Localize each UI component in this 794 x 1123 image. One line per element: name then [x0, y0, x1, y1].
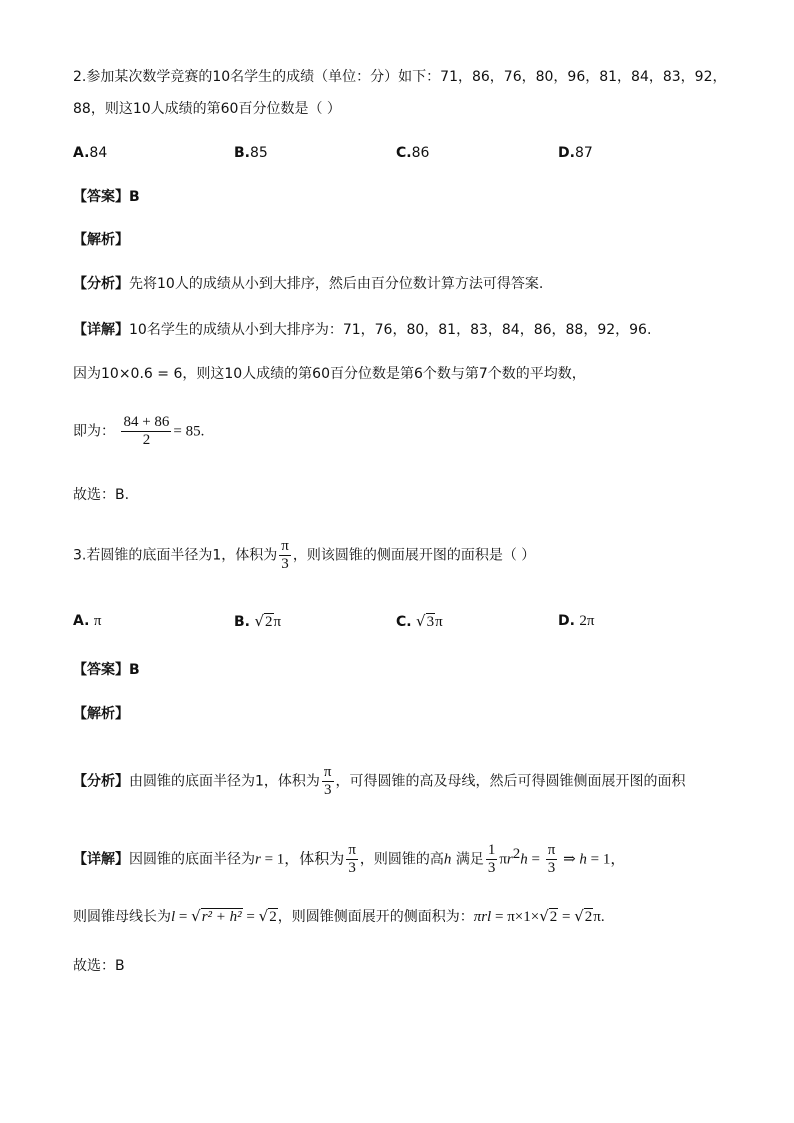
q2-reason-line: 因为10×0.6 = 6，则这10人成绩的第60百分位数是第6个数与第7个数的平均数，: [73, 366, 586, 382]
fenxi-text: 先将10人的成绩从小到大排序，然后由百分位数计算方法可得答案.: [129, 276, 544, 292]
option-value: π: [435, 614, 443, 630]
mu-text-b: ，则圆锥侧面展开的侧面积为：: [277, 909, 474, 925]
q2-fenxi: [73, 274, 543, 294]
option-value: π: [273, 614, 282, 630]
q3-fenxi: [73, 764, 686, 799]
var-r2: r: [506, 851, 513, 868]
mu-eq: =: [175, 909, 192, 925]
fraction-denominator: 3: [547, 860, 556, 876]
mu-radicand-4: 2: [584, 909, 593, 925]
q2-conclusion: 故选：B.: [73, 487, 130, 503]
mu-end: π.: [593, 909, 605, 925]
var-h3: h: [579, 851, 587, 868]
fraction-numerator: 84 + 86: [123, 414, 170, 430]
option-value: 86: [411, 145, 430, 161]
fraction-numerator: π: [348, 842, 356, 858]
xiangjie-tag: 【详解】: [73, 851, 129, 868]
option-label: D.: [558, 613, 575, 629]
answer-tag: 【答案】: [73, 662, 129, 678]
fraction-numerator: π: [547, 842, 556, 858]
option-coef: 2: [579, 613, 587, 629]
fraction-denominator: 3: [487, 860, 496, 876]
q2-stem-line1: 2.参加某次数学竞赛的10名学生的成绩（单位：分）如下：71，86，76，80，96，81，84，83，92，: [73, 69, 727, 85]
sqrt-icon: √: [254, 612, 265, 630]
q3-option-c: [396, 611, 443, 632]
mu-pirl: πrl: [473, 909, 492, 925]
xiangjie-text: 10名学生的成绩从小到大排序为：71，76，80，81，83，84，86，88，92，96.: [129, 322, 652, 338]
mu-eq3: =: [558, 909, 575, 925]
q3-option-d: [558, 611, 594, 631]
xj-text-c: 满足: [451, 851, 484, 868]
fraction-denominator: 3: [323, 782, 332, 798]
option-label: C.: [396, 614, 412, 630]
q3-stem: [73, 538, 535, 573]
q3-analysis-heading: 【解析】: [73, 706, 129, 722]
xj-text-b: ，则圆锥的高: [359, 851, 444, 868]
xj-fraction-1: [346, 842, 358, 877]
fraction-result: = 85.: [173, 423, 205, 440]
fraction-numerator: π: [323, 764, 332, 780]
option-label: B.: [234, 145, 250, 161]
xj-r-eq: = 1，体积为: [260, 851, 345, 868]
xj-fraction-3: [546, 842, 558, 877]
option-value: 84: [89, 145, 108, 161]
fraction-denominator: 2: [142, 432, 151, 448]
q2-average-line: [73, 414, 204, 449]
fraction-denominator: 3: [348, 860, 356, 876]
option-label: C.: [396, 145, 412, 161]
option-radicand: 2: [265, 614, 273, 630]
q3-stem-fraction: [279, 538, 291, 573]
sqrt-icon: √: [258, 907, 269, 925]
sqrt-icon: √: [416, 612, 426, 630]
option-radicand: 3: [426, 614, 435, 630]
q3-answer: [73, 660, 140, 680]
option-value: π: [93, 613, 102, 629]
var-r: r: [255, 851, 261, 868]
q3-stem-a: 3.若圆锥的底面半径为1，体积为: [73, 547, 278, 564]
sqrt-icon: √: [191, 907, 201, 925]
q2-stem-line2: 88，则这10人成绩的第60百分位数是（ ）: [73, 101, 341, 117]
mu-text-a: 则圆锥母线长为: [73, 909, 171, 925]
xiangjie-tag: 【详解】: [73, 322, 129, 338]
fenxi-text-b: ，可得圆锥的高及母线，然后可得圆锥侧面展开图的面积: [335, 773, 686, 790]
answer-value: B: [129, 189, 140, 205]
q3-conclusion: 故选：B: [73, 958, 125, 974]
q2-option-a: [73, 143, 107, 163]
jiwei-label: 即为：: [73, 423, 115, 440]
xj-end: = 1，: [586, 851, 626, 868]
option-value: 87: [574, 145, 593, 161]
sqrt-icon: √: [539, 907, 549, 925]
answer-value: B: [129, 662, 140, 678]
xj-pi: π: [499, 851, 507, 868]
q2-option-b: [234, 143, 268, 163]
option-value: π: [586, 613, 595, 629]
fenxi-text-a: 由圆锥的底面半径为1，体积为: [129, 773, 320, 790]
fenxi-fraction: [322, 764, 334, 799]
q2-option-c: [396, 143, 429, 163]
implies-arrow: ⇒: [559, 851, 580, 868]
fraction-numerator: 1: [487, 842, 496, 858]
fraction-denominator: 3: [281, 556, 289, 572]
sqrt-icon: √: [574, 907, 584, 925]
xj-sup: 2: [512, 845, 521, 862]
fenxi-tag: 【分析】: [73, 276, 129, 292]
q2-answer: [73, 187, 140, 207]
average-fraction: [121, 414, 171, 449]
q2-xiangjie: [73, 320, 651, 340]
xj-fraction-2: [486, 842, 498, 877]
option-value: 85: [250, 145, 268, 161]
q2-analysis-heading: 【解析】: [73, 232, 129, 248]
option-label: A.: [73, 145, 90, 161]
fenxi-tag: 【分析】: [73, 773, 129, 790]
xj-eq: =: [527, 851, 544, 868]
mu-text-c: = π×1×: [491, 909, 540, 925]
q3-option-a: [73, 611, 101, 631]
mu-radicand-3: 2: [549, 909, 558, 925]
q2-option-d: [558, 143, 593, 163]
mu-eq2: =: [242, 909, 259, 925]
var-h: h: [443, 851, 452, 868]
q3-generatrix-line: [73, 906, 605, 927]
option-label: A.: [73, 613, 90, 629]
option-label: B.: [234, 614, 250, 630]
var-h2: h: [520, 851, 528, 868]
mu-radicand-2: 2: [269, 909, 277, 925]
q3-option-b: [234, 611, 281, 632]
mu-radicand: r² + h²: [201, 909, 242, 925]
xj-text-a: 因圆锥的底面半径为: [129, 851, 255, 868]
fraction-numerator: π: [281, 538, 289, 554]
var-l: l: [171, 909, 176, 925]
answer-tag: 【答案】: [73, 189, 129, 205]
option-label: D.: [558, 145, 575, 161]
q3-xiangjie: [73, 842, 625, 877]
q3-stem-b: ，则该圆锥的侧面展开图的面积是（ ）: [292, 547, 536, 564]
